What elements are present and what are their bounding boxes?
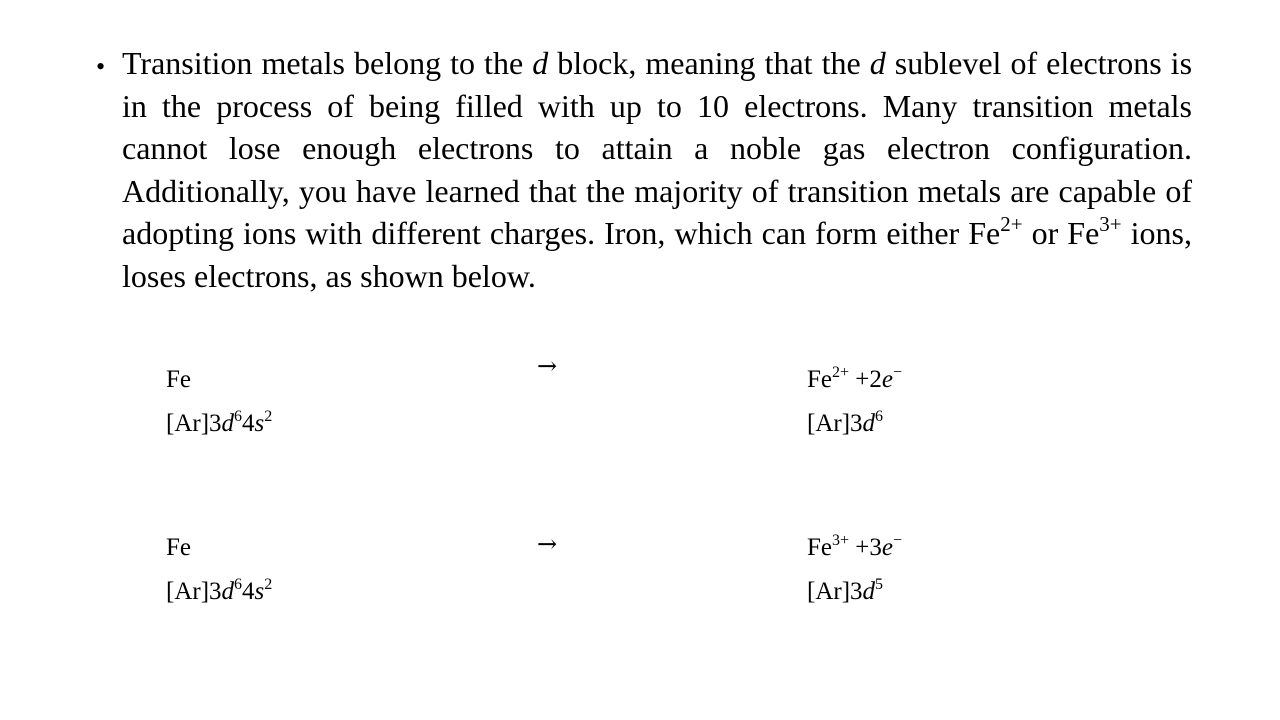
element-symbol: Fe xyxy=(166,534,191,561)
config-orbital: s xyxy=(254,578,265,605)
ion-symbol: Fe xyxy=(807,366,832,393)
config-exponent: 2 xyxy=(264,408,273,425)
config-exponent: 6 xyxy=(875,408,884,425)
config-orbital: s xyxy=(254,410,265,437)
ion-charge: 2+ xyxy=(832,364,850,381)
text-run: Transition metals belong to the xyxy=(122,45,533,81)
element-symbol: Fe xyxy=(166,366,191,393)
eq2-left-element xyxy=(166,534,191,562)
text-run: block, meaning that the xyxy=(548,45,870,81)
text-run: ions, loses electrons, as shown below. xyxy=(122,215,1192,294)
electron-symbol: e xyxy=(881,366,893,393)
config-base: [Ar]3 xyxy=(807,578,863,605)
eq1-products xyxy=(807,366,902,394)
charge-superscript: 2+ xyxy=(1000,212,1023,236)
reaction-arrow: → xyxy=(537,352,558,380)
electron-charge: − xyxy=(893,532,903,549)
eq2-right-config xyxy=(807,578,883,606)
eq1-left-config xyxy=(166,410,272,438)
eq2-left-config xyxy=(166,578,272,606)
config-orbital: d xyxy=(862,578,876,605)
charge-superscript: 3+ xyxy=(1099,212,1122,236)
eq2-products xyxy=(807,534,902,562)
config-coefficient: 4 xyxy=(242,578,255,605)
eq1-right-config xyxy=(807,410,883,438)
config-orbital: d xyxy=(862,410,876,437)
electron-charge: − xyxy=(893,364,903,381)
eq1-left-element xyxy=(166,366,191,394)
electron-coefficient: +3 xyxy=(849,534,882,561)
italic-d: d xyxy=(532,45,549,81)
config-exponent: 6 xyxy=(234,576,243,593)
text-run: sublevel of electrons is in the process of being filled with up to 10 electrons. Many transition metals cannot lose enough electrons to attain a noble gas electron configuration. Additionally, you have learned that the majority of transition metals are capable of adopting ions with different charges. Iron, which can form either Fe xyxy=(122,45,1193,251)
electron-symbol: e xyxy=(881,534,893,561)
ion-symbol: Fe xyxy=(807,534,832,561)
ion-charge: 3+ xyxy=(832,532,850,549)
bullet-dot: • xyxy=(96,52,106,81)
text-run: or Fe xyxy=(1022,215,1100,251)
paragraph-text xyxy=(122,42,1192,297)
config-base: [Ar]3 xyxy=(166,410,222,437)
config-base: [Ar]3 xyxy=(807,410,863,437)
config-exponent: 6 xyxy=(234,408,243,425)
italic-d: d xyxy=(869,45,886,81)
electron-coefficient: +2 xyxy=(849,366,882,393)
config-exponent: 5 xyxy=(875,576,884,593)
config-coefficient: 4 xyxy=(242,410,255,437)
reaction-arrow: → xyxy=(537,530,558,558)
config-orbital: d xyxy=(221,578,235,605)
config-exponent: 2 xyxy=(264,576,273,593)
config-orbital: d xyxy=(221,410,235,437)
config-base: [Ar]3 xyxy=(166,578,222,605)
